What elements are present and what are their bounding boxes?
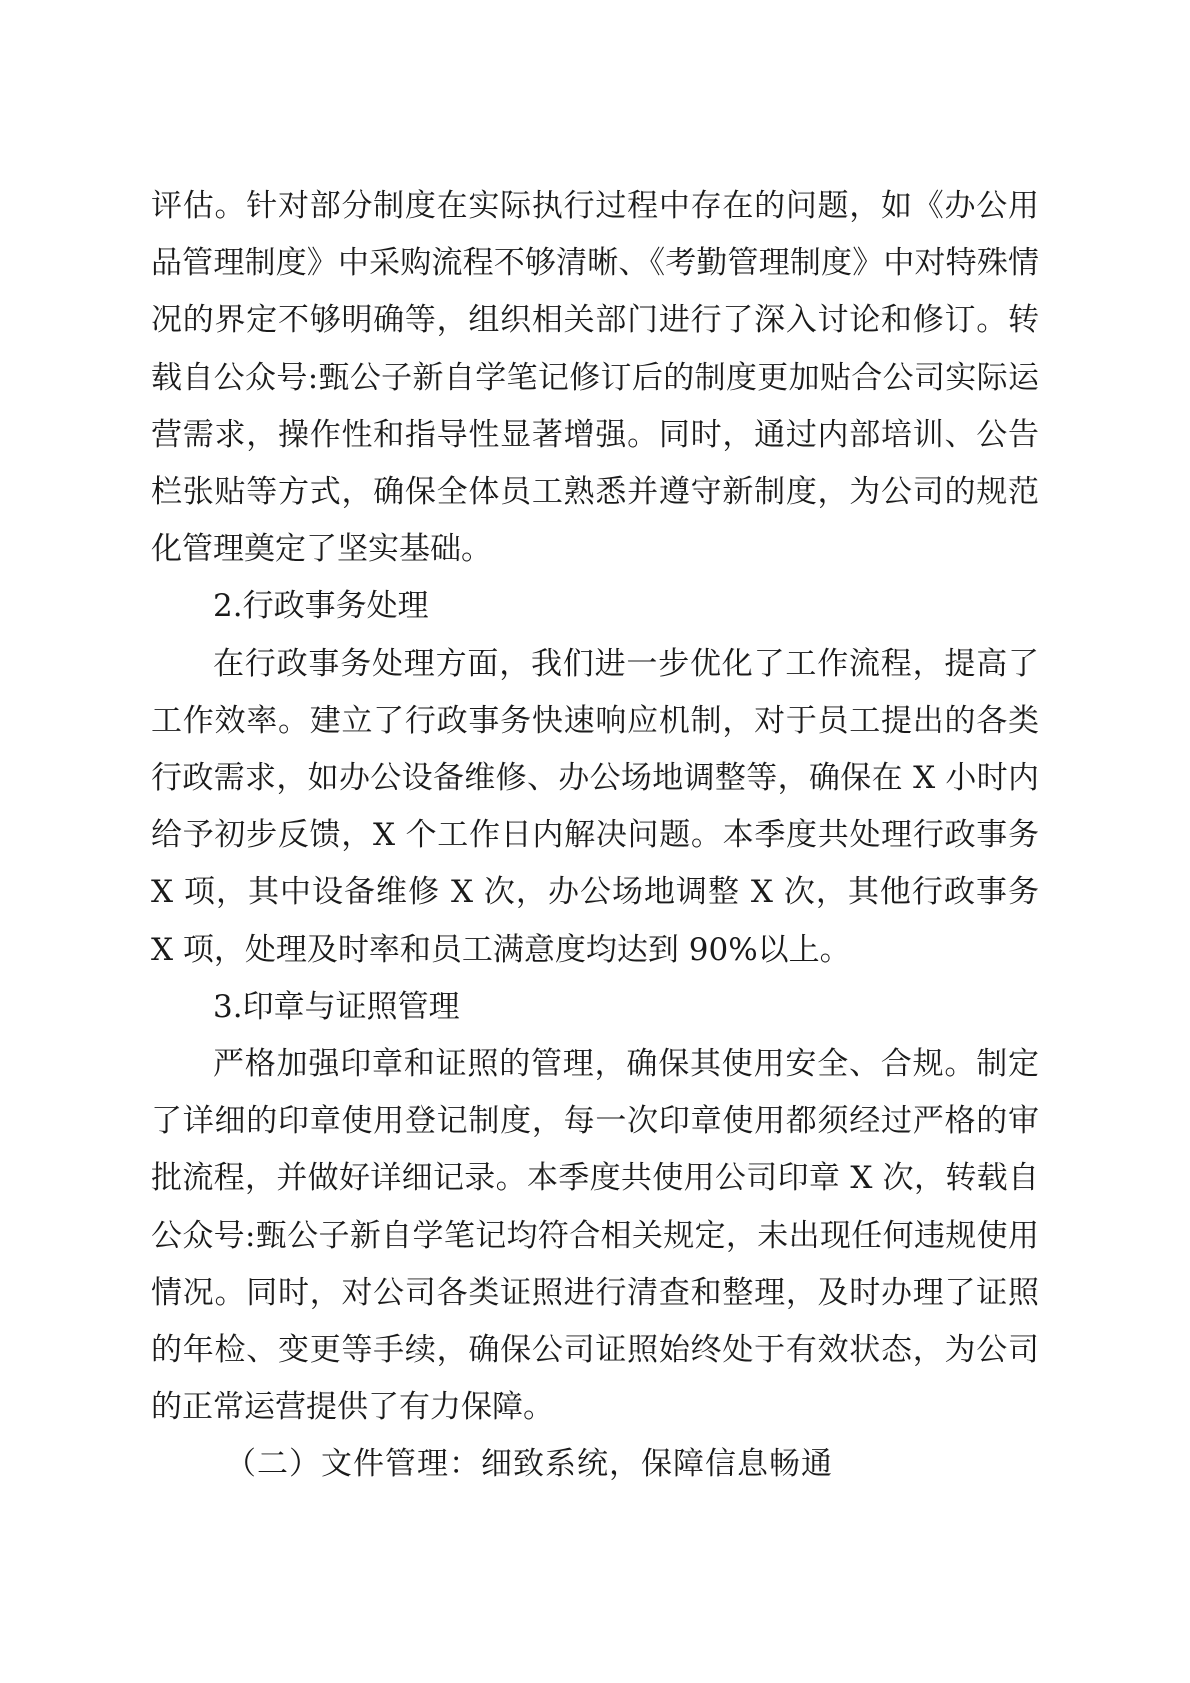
heading-seal-license-management: 3.印章与证照管理 — [213, 988, 460, 1025]
paragraph-institution-review: 评估。针对部分制度在实际执行过程中存在的问题，如《办公用品管理制度》中采购流程不够清晰、《考勤管理制度》中对特殊情况的界定不够明确等，组织相关部门进行了深入讨论和修订。转载自公众号:甄公子新自学笔记修订后的制度更加贴合公司实际运营需求，操作性和指导性显著增强。同时，通过内部培训、公告栏张贴等方式，确保全体员工熟悉并遵守新制度，为公司的规范化管理奠定了坚实基础。 — [151, 188, 1039, 568]
paragraph-seal-license-management: 严格加强印章和证照的管理，确保其使用安全、合规。制定了详细的印章使用登记制度，每一次印章使用都须经过严格的审批流程，并做好详细记录。本季度共使用公司印章 X 次，转载自公众号:甄公子新自学笔记均符合相关规定，未出现任何违规使用情况。同时，对公司各类证照进行清查和整理，及时办理了证照的年检、变更等手续，确保公司证照始终处于有效状态，为公司的正常运营提供了有力保障。 — [151, 1046, 1039, 1426]
section-heading-document-management: （二）文件管理：细致系统，保障信息畅通 — [225, 1446, 833, 1483]
document-body — [151, 178, 1039, 1494]
heading-administrative-affairs: 2.行政事务处理 — [213, 588, 429, 625]
paragraph-administrative-affairs: 在行政事务处理方面，我们进一步优化了工作流程，提高了工作效率。建立了行政事务快速响应机制，对于员工提出的各类行政需求，如办公设备维修、办公场地调整等，确保在 X 小时内给予初步反馈，X 个工作日内解决问题。本季度共处理行政事务 X 项，其中设备维修 X 次，办公场地调整 X 次，其他行政事务 X 项，处理及时率和员工满意度均达到 90%以上。 — [151, 645, 1039, 968]
